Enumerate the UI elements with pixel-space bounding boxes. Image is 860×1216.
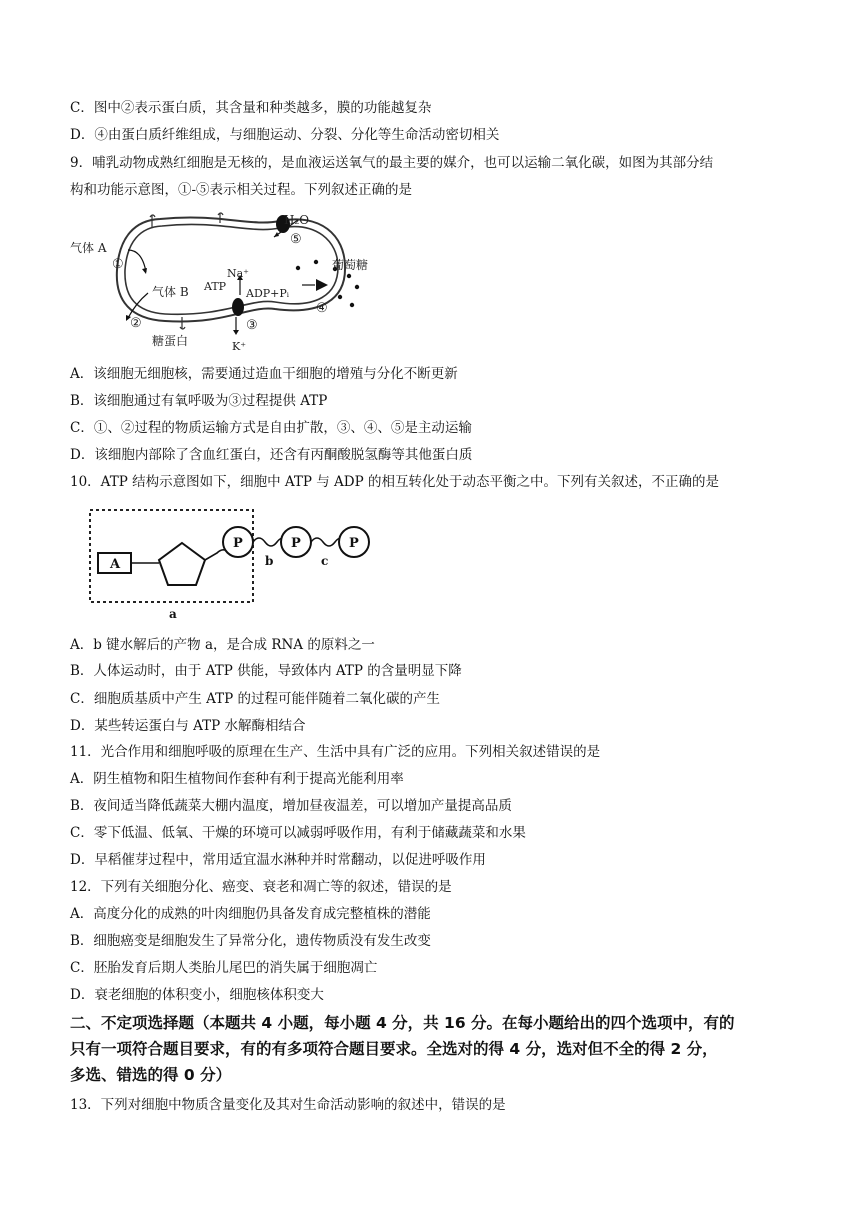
- q9-option-c: C．①、②过程的物质运输方式是自由扩散，③、④、⑤是主动运输: [70, 420, 472, 436]
- q10-option-d: D．某些转运蛋白与 ATP 水解酶相结合: [70, 718, 306, 734]
- glycoprotein-label: 糖蛋白: [152, 334, 189, 348]
- q11-option-b: B．夜间适当降低蔬菜大棚内温度，增加昼夜温差，可以增加产量提高品质: [70, 798, 512, 814]
- process-2-label: ②: [130, 316, 142, 331]
- q10-option-b: B．人体运动时，由于 ATP 供能，导致体内 ATP 的含量明显下降: [70, 663, 462, 679]
- phosphate-3-label: P: [349, 536, 359, 551]
- sodium-potassium-pump-icon: [232, 298, 244, 316]
- phosphate-2-label: P: [291, 536, 301, 551]
- glycoprotein-icon: [180, 317, 185, 329]
- q10-stem: 10．ATP 结构示意图如下，细胞中 ATP 与 ADP 的相互转化处于动态平衡之中。下列有关叙述，不正确的是: [70, 474, 719, 490]
- phosphate-1-label: P: [233, 536, 243, 551]
- q11-stem: 11．光合作用和细胞呼吸的原理在生产、生活中具有广泛的应用。下列相关叙述错误的是: [70, 744, 601, 760]
- q10-option-c: C．细胞质基质中产生 ATP 的过程可能伴随着二氧化碳的产生: [70, 691, 441, 707]
- ribose-pentagon: [159, 543, 205, 585]
- bond-c-label: c: [321, 554, 329, 568]
- adenine-label: A: [110, 557, 121, 572]
- water-label: H₂O: [284, 213, 310, 227]
- process-4-label: ④: [316, 301, 328, 316]
- process-1-label: ①: [112, 257, 124, 272]
- red-blood-cell-figure: [70, 205, 380, 355]
- process-3-label: ③: [246, 318, 258, 333]
- q9-option-d: D．该细胞内部除了含血红蛋白，还含有丙酮酸脱氢酶等其他蛋白质: [70, 447, 473, 463]
- q11-option-d: D．早稻催芽过程中，常用适宜温水淋种并时常翻动，以促进呼吸作用: [70, 852, 486, 868]
- q8-option-c: C．图中②表示蛋白质，其含量和种类越多，膜的功能越复杂: [70, 100, 432, 116]
- q12-option-a: A．高度分化的成熟的叶肉细胞仍具备发育成完整植株的潜能: [70, 906, 431, 922]
- q11-option-a: A．阴生植物和阳生植物间作套种有利于提高光能利用率: [70, 771, 404, 787]
- potassium-label: K⁺: [232, 340, 247, 353]
- section2-heading-line2: 只有一项符合题目要求，有的有多项符合题目要求。全选对的得 4 分，选对但不全的得 2 分，: [70, 1040, 718, 1058]
- q13-stem: 13．下列对细胞中物质含量变化及其对生命活动影响的叙述中，错误的是: [70, 1097, 506, 1113]
- adp-label: ADP+Pᵢ: [246, 287, 289, 300]
- part-a-label: a: [169, 607, 177, 621]
- process-5-label: ⑤: [290, 232, 302, 247]
- atp-label: ATP: [204, 280, 227, 293]
- q8-option-d: D．④由蛋白质纤维组成，与细胞运动、分裂、分化等生命活动密切相关: [70, 127, 500, 143]
- bond-b-label: b: [265, 554, 274, 568]
- q12-option-d: D．衰老细胞的体积变小，细胞核体积变大: [70, 987, 324, 1003]
- section2-heading-line3: 多选、错选的得 0 分）: [70, 1066, 232, 1084]
- q11-option-c: C．零下低温、低氧、干燥的环境可以减弱呼吸作用，有利于储藏蔬菜和水果: [70, 825, 526, 841]
- q9-stem-line1: 9．哺乳动物成熟红细胞是无核的，是血液运送氧气的最主要的媒介，也可以运输二氧化碳，如图为其部分结: [70, 155, 714, 171]
- q9-stem-line2: 构和功能示意图，①-⑤表示相关过程。下列叙述正确的是: [70, 182, 413, 198]
- sodium-label: Na⁺: [227, 267, 249, 280]
- q12-option-b: B．细胞癌变是细胞发生了异常分化，遗传物质没有发生改变: [70, 933, 431, 949]
- gas-a-label: 气体 A: [70, 241, 107, 255]
- q9-option-a: A．该细胞无细胞核，需要通过造血干细胞的增殖与分化不断更新: [70, 366, 458, 382]
- q10-option-a: A．b 键水解后的产物 a，是合成 RNA 的原料之一: [70, 637, 375, 653]
- section2-heading-line1: 二、不定项选择题（本题共 4 小题，每小题 4 分，共 16 分。在每小题给出的四个选项中，有的: [70, 1014, 735, 1032]
- q9-option-b: B．该细胞通过有氧呼吸为③过程提供 ATP: [70, 393, 328, 409]
- q12-option-c: C．胚胎发育后期人类胎儿尾巴的消失属于细胞凋亡: [70, 960, 378, 976]
- glucose-label: 葡萄糖: [332, 258, 369, 272]
- gas-b-label: 气体 B: [152, 285, 189, 299]
- atp-structure-figure: [85, 505, 385, 625]
- q12-stem: 12．下列有关细胞分化、癌变、衰老和凋亡等的叙述，错误的是: [70, 879, 452, 895]
- glucose-transporter-icon: [316, 279, 328, 291]
